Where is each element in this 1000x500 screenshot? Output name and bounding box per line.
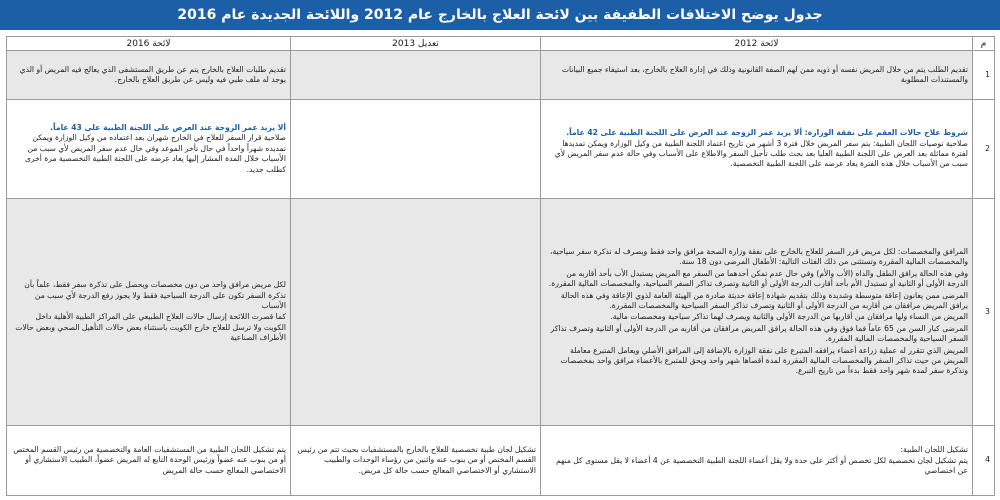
- paragraph-list: [545, 247, 968, 377]
- cell-reg-2016: [7, 100, 291, 198]
- row-number: 4: [973, 426, 995, 496]
- cell-reg-2016: [7, 198, 291, 426]
- paragraph: تقديم طلبات العلاج بالخارج يتم عن طريق المستشفى الذي يعالج فيه المريض أو الذي يوجد له ملف طبي فيه وليس عن طريق العلاج بالخارج.: [19, 64, 286, 85]
- cell-amend-2013: [291, 51, 541, 100]
- paragraph: يتم تشكيل اللجان الطبية من المستشفيات العامة والتخصصية من رئيس القسم المختص أو من ينوب عنه عضواً ورئيس الوحدة التابع له المريض عضواً، الطبيب الاستشاري أو الاختصاصي المعالج حسب حالة المريض: [13, 445, 286, 475]
- cell-reg-2016: [7, 51, 291, 100]
- paragraph-list: [11, 280, 286, 343]
- table-title-bar: [0, 0, 1000, 30]
- row-number: 1: [973, 51, 995, 100]
- paragraph: صلاحية قرار السفر للعلاج في الخارج شهران بعد اعتماده من وكيل الوزارة ويمكن تمديده شهراً واحداً في حال تأخر الموعد وفي حال عدم سفر المريض لأي سبب من الأسباب خلال المدة المشار إليها يعاد عرضه على اللجنة الطبية التخصصية مرة أخرى كطلب جديد.: [24, 133, 286, 174]
- cell-reg-2012: [541, 100, 973, 198]
- row-number: 2: [973, 100, 995, 198]
- paragraph-list: [545, 139, 968, 170]
- row-number: 3: [973, 198, 995, 426]
- cell-amend-2013: [291, 100, 541, 198]
- paragraph: المرضى كبار السن من 65 عاماً فما فوق وفي هذه الحالة يرافق المريض مرافقان من أقاربه من الدرجة الأولى أو الثانية وتصرف تذاكر السفر السياحية والمخصصات المالية المقررة.: [550, 323, 968, 344]
- paragraph: المريض الذي تتقرر له عملية زراعة أعضاء يرافقه المتبرع على نفقة الوزارة بالإضافة إلى المرافق الأصلي ويعامل المتبرع معاملة المريض من حيث تذاكر السفر والمخصصات المالية المقررة لمدة أقصاها شهر واحد ويحق للمتبرع بالأعضاء مرافق واحد بمخصصات وتذكرة سفر لمدة شهر واحد فقط بدءاً من تاريخ التبرع.: [560, 345, 968, 376]
- paragraph: المريض من النساء ولها مرافقان من أقاربها من الدرجة الأولى والثانية ويصرف لهما تذاكر سياحية ومخصصات مالية.: [610, 312, 968, 322]
- cell-amend-2013: [291, 198, 541, 426]
- paragraph-list: [295, 445, 536, 476]
- cell-amend-2013: [291, 426, 541, 496]
- paragraph-list: [545, 445, 968, 477]
- paragraph: وفي هذه الحالة يرافق الطفل والداه (الأب والأم) وفي حال عدم تمكن أحدهما من السفر مع المريض يستبدل الأب بأحد أقاربه من الدرجة الأولى أو الثانية أو تستبدل الأم بأحد أقارب الدرجة الأولى أو الثانية وتصرف تذاكر السفر السياحية، والمخصصات المالية المقررة.: [548, 268, 968, 289]
- cell-reg-2016: [7, 426, 291, 496]
- highlight-text: ألا يزيد عمر الزوجة عند العرض على اللجنة الطبية على 43 عاماً.: [50, 122, 286, 132]
- header-row: [7, 37, 995, 51]
- paragraph: تشكيل لجان طبية تخصصية للعلاج بالخارج بالمستشفيات بحيث تتم من رئيس القسم المختص أو من ينوب عنه واثنين من رؤساء الوحدات والطبيب الاستشاري أو الاختصاصي المعالج حسب حالة كل مريض.: [297, 445, 536, 475]
- paragraph: كما قصرت اللائحة إرسال حالات العلاج الطبيعي على المراكز الطبية الأهلية داخل الكويت ولا ترسل للعلاج خارج الكويت باستثناء بعض حالات التأهيل الصحي وبعض حالات الأطراف الصناعية: [15, 312, 286, 343]
- paragraph: صلاحية توصيات اللجان الطبية: يتم سفر المريض خلال فترة 3 أشهر من تاريخ اعتماد اللجنة الطبية من وكيل الوزارة ويمكن تمديدها لفترة مماثلة بعد العرض على اللجنة الطبية العليا بعد بحث طلب تأجيل السفر والاطلاع على الأسباب وفي حالة عدم سفر المريض لأي سبب من الأسباب خلال هذه الفترة يعاد عرضه على اللجنة الطبية التخصصية.: [554, 138, 968, 169]
- paragraph: تشكيل اللجان الطبية:: [900, 444, 968, 454]
- paragraph: تقديم الطلب يتم من خلال المريض نفسه أو ذويه ممن لهم الصفة القانونية وذلك في إدارة العلاج بالخارج، بعد استيفاء جميع البيانات والمستندات المطلوبة: [561, 64, 968, 85]
- table-title: جدول يوضح الاختلافات الطفيفة بين لائحة العلاج بالخارج عام 2012 واللائحة الجديدة عام 2016: [177, 7, 823, 23]
- paragraph: المرضى ممن يعانون إعاقة متوسطة وشديدة وذلك بتقديم شهادة إعاقة حديثة صادرة من الهيئة العامة لذوي الإعاقة وفي هذه الحالة يرافق المريض مرافقان من أقاربه من الدرجة الأولى أو الثانية وتصرف تذاكر السفر السياحية والمخصصات المقررة.: [560, 290, 968, 311]
- paragraph: يتم تشكيل لجان تخصصية لكل تخصص أو أكثر على حدة ولا يقل أعضاء اللجنة الطبية التخصصية عن 4 أعضاء لا يقل مستوى كل منهم عن اختصاصي: [555, 455, 968, 476]
- paragraph: لكل مريض مرافق واحد من دون مخصصات ويحصل على تذكرة سفر فقط، علماً بأن تذكرة السفر تكون على الدرجة السياحية فقط ولا يجوز رفع الدرجة لأي سبب من الأسباب: [24, 280, 286, 311]
- table-row: [7, 100, 995, 198]
- table-row: [7, 51, 995, 100]
- header-reg-2016: لائحة 2016: [7, 37, 291, 51]
- paragraph-list: [11, 445, 286, 476]
- paragraph-list: [545, 65, 968, 86]
- paragraph-list: [11, 65, 286, 86]
- header-num: م: [973, 37, 995, 51]
- cell-reg-2012: [541, 426, 973, 496]
- paragraph: المرافق والمخصصات: لكل مريض قرر السفر للعلاج بالخارج على نفقة وزارة الصحة مرافق واحد فقط ويصرف له تذكرة سفر سياحية، والمخصصات المالية المقررة وتستثنى من ذلك الفئات التالية: الأطفال المرضى دون 18 سنة.: [550, 247, 968, 267]
- header-reg-2012: لائحة 2012: [541, 37, 973, 51]
- highlight-text: شروط علاج حالات العقم على نفقة الوزارة: ألا يزيد عمر الزوجة عند العرض على اللجنة الطبية على 42 عاماً.: [566, 128, 968, 138]
- comparison-table: [6, 36, 995, 496]
- paragraph-list: [11, 133, 286, 175]
- header-amend-2013: تعديل 2013: [291, 37, 541, 51]
- table-row: [7, 426, 995, 496]
- cell-reg-2012: [541, 198, 973, 426]
- cell-reg-2012: [541, 51, 973, 100]
- table-row: [7, 198, 995, 426]
